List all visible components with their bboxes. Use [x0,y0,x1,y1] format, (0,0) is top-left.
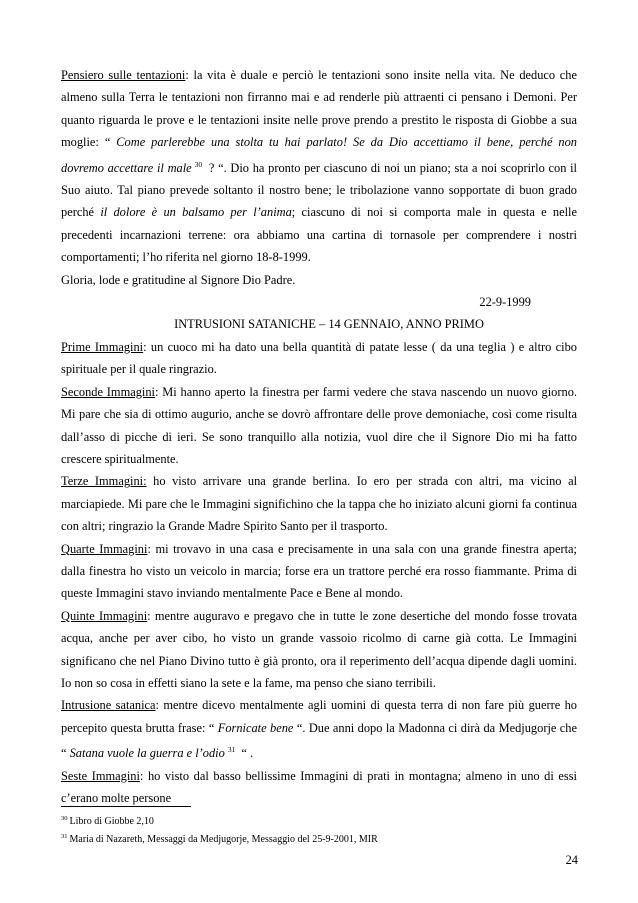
footnote-ref-31: 31 [227,745,236,755]
text-segment: : mentre dicevo mentalmente agli uomini di questa terra di non fare più guerre ho percepito questa brutta frase: “ [61,698,577,735]
page-number: 24 [565,853,578,867]
section-title-prime: Prime Immagini [61,339,144,354]
italic-phrase: Fornicate bene [217,720,294,735]
text-segment: : mi trovavo in una casa e precisamente in una sala con una grande finestra aperta; dalla finestra ho visto un veicolo in marcia; forse era un trattore perché era rosso fiammante. Prima di queste Immagini stavo inviando mentalmente Pace e Bene al mondo. [61,541,577,601]
text-segment: : Mi hanno aperto la finestra per farmi vedere che stava nascendo un nuovo giorno. Mi pare che sia di ottimo augurio, anche se dovrò affrontare delle prove demoniache, così come risulta dall’asso di picche di ieri. Se sono tranquillo alla notizia, vuol dire che il Signore Dio mi ha fatto crescere spiritualmente. [61,384,577,466]
footnote-item [61,830,577,848]
text-segment: ho visto arrivare una grande berlina. Io ero per strada con altri, ma vicino al marciapiede. Mi pare che le Immagini significhino che la tappa che ho iniziato alcuni giorni fa continua con altri; ringrazio la Grande Madre Spirito Santo per il trasporto. [61,474,578,534]
paragraph-gloria: Gloria, lode e gratitudine al Signore Dio Padre. [61,272,296,287]
text-segment: : un cuoco mi ha dato una bella quantità di patate lesse ( da una teglia ) e altro cibo spirituale per il quale ringrazio. [61,339,577,377]
text-segment: : ho visto dal basso bellissime Immagini di prati in montagna; almeno in uno di essi c’erano molte persone [61,768,577,805]
paragraph-terze [61,470,577,537]
body-text [61,64,577,809]
footnote-item [61,812,577,830]
paragraph-quinte [61,605,577,695]
section-title-seste: Seste Immagini [61,768,140,783]
quote-giobbe: Come parlerebbe una stolta tu hai parlato! Se da Dio accettiamo il bene, perché non dovremo accettare il male [61,135,577,175]
italic-phrase: il dolore è un balsamo per l’anima [100,205,292,220]
paragraph-pensiero [61,64,577,269]
paragraph-prime [61,336,577,381]
text-segment: ; ciascuno di noi si comporta male in questa e nelle precedenti incarnazioni terrene: ora abbiamo una cartina di tornasole per comprendere i nostri comportamenti; l’ho riferita nel giorno 18-8-1999. [61,205,577,265]
footnotes [61,812,577,847]
text-segment: : mentre auguravo e pregavo che in tutte le zone desertiche del mondo fosse trovata acqua, anche per aver cibo, ho visto un grande vassoio ricolmo di carne già cotta. Le Immagini significano che nel Piano Divino tutto è già pronto, ora il reperimento dell’acqua dipende dagli uomini. Io non so cosa in effetti siano la sete e la fame, ma penso che siano terribili. [61,608,577,690]
paragraph-seste [61,765,577,810]
section-heading: INTRUSIONI SATANICHE – 14 GENNAIO, ANNO PRIMO [174,317,484,332]
section-title-quarte: Quarte Immagini [61,541,148,556]
paragraph-seconde [61,381,577,471]
paragraph-intrusione [61,694,577,764]
footnote-ref-30: 30 [194,159,203,169]
footnote-divider [61,806,191,807]
footnote-number: 30 [61,815,68,822]
footnote-text: Maria di Nazareth, Messaggi da Medjugorje, Messaggio del 25-9-2001, MIR [69,833,378,845]
text-segment: “ . [238,746,254,761]
section-title-seconde: Seconde Immagini [61,384,155,399]
text-segment: : la vita è duale e perciò le tentazioni sono insite nella vita. Ne deduco che almeno sulla Terra le tentazioni non firranno mai e ad renderle più attraenti ci pensano i Demoni. Per quanto riguarda le prove e le tentazioni insite nelle prove prendo a prestito le risposta di Giobbe a sua moglie: “ [61,68,578,150]
paragraph-quarte [61,538,577,605]
footnote-text: Libro di Giobbe 2,10 [69,816,154,827]
text-segment: ? “. Dio ha pronto per ciascuno di noi un piano; sta a noi scoprirlo con il Suo aiuto. Tal piano prevede soltanto il nostro bene; le tribolazione vanno sopportate di buon grado perché [61,160,577,220]
section-title-intrusione: Intrusione satanica [61,698,156,713]
text-segment: “. Due anni dopo la Madonna ci dirà da Medjugorje che “ [61,720,577,761]
italic-phrase: Satana vuole la guerra e l’odio [69,746,225,761]
entry-date: 22-9-1999 [479,295,531,310]
footnote-number: 31 [61,832,68,840]
section-title-terze: Terze Immagini: [61,474,147,489]
section-title-pensiero: Pensiero sulle tentazioni [61,68,186,82]
section-title-quinte: Quinte Immagini [61,608,148,623]
